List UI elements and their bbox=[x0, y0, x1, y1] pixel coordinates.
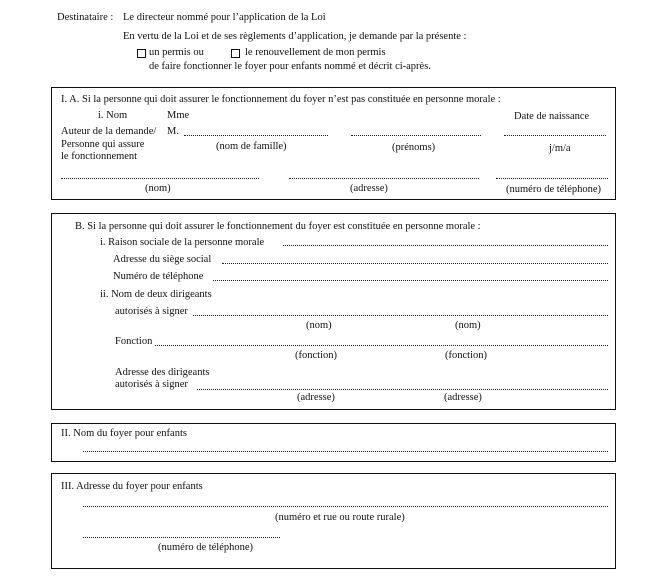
fonction-label: Fonction bbox=[115, 336, 153, 347]
telephone-caption: (numéro de téléphone) bbox=[506, 184, 602, 195]
mme-label: Mme bbox=[167, 110, 190, 121]
section-ii-title: II. Nom du foyer pour enfants bbox=[61, 428, 187, 439]
nom-field[interactable] bbox=[61, 178, 259, 179]
telephone-label: Numéro de téléphone bbox=[113, 271, 204, 282]
destinataire-value: Le directeur nommé pour l’application de la Loi bbox=[123, 12, 326, 23]
jma-caption: j/m/a bbox=[549, 143, 571, 154]
date-naissance-field[interactable] bbox=[504, 135, 606, 136]
section-ia-title: I. A. Si la personne qui doit assurer le fonctionnement du foyer n’est pas constituée en personne morale : bbox=[61, 94, 501, 105]
raison-field[interactable] bbox=[283, 245, 608, 246]
fonction-field[interactable] bbox=[155, 345, 608, 346]
nom-caption: (nom) bbox=[145, 183, 171, 194]
fonction-caption-1: (fonction) bbox=[295, 350, 337, 361]
dirigeant-nom-1: (nom) bbox=[306, 320, 332, 331]
prenoms-field[interactable] bbox=[351, 135, 481, 136]
autorises-label: autorisés à signer bbox=[115, 306, 188, 317]
renouvellement-checkbox[interactable] bbox=[231, 49, 240, 58]
telephone-b-field[interactable] bbox=[213, 280, 608, 281]
m-label: M. bbox=[167, 126, 179, 137]
prenoms-caption: (prénoms) bbox=[392, 142, 436, 153]
header-purpose: de faire fonctionner le foyer pour enfants nommé et décrit ci-après. bbox=[149, 61, 431, 72]
adresse-field[interactable] bbox=[289, 178, 479, 179]
dirigeants-label: ii. Nom de deux dirigeants bbox=[100, 289, 212, 300]
telephone-foyer-field[interactable] bbox=[83, 537, 280, 538]
adresse-caption: (adresse) bbox=[350, 183, 388, 194]
telephone-field[interactable] bbox=[496, 178, 608, 179]
nom-foyer-field[interactable] bbox=[83, 451, 608, 452]
adresse-foyer-field[interactable] bbox=[83, 506, 608, 507]
dirigeants-field[interactable] bbox=[193, 315, 608, 316]
header-intro: En vertu de la Loi et de ses règlements d’application, je demande par la présente : bbox=[123, 31, 467, 42]
section-b-title: B. Si la personne qui doit assurer le fonctionnement du foyer est constituée en personne morale : bbox=[75, 221, 481, 232]
section-iii-title: III. Adresse du foyer pour enfants bbox=[61, 481, 203, 492]
permis-label: un permis ou bbox=[149, 47, 204, 58]
adresse-siege-field[interactable] bbox=[222, 263, 608, 264]
raison-label: i. Raison sociale de la personne morale bbox=[100, 237, 265, 248]
date-naissance-label: Date de naissance bbox=[514, 111, 590, 122]
adresse-caption-1: (adresse) bbox=[297, 392, 335, 403]
telephone-foyer-caption: (numéro de téléphone) bbox=[158, 542, 254, 553]
adresse-caption-2: (adresse) bbox=[444, 392, 482, 403]
nom-famille-caption: (nom de famille) bbox=[216, 141, 287, 152]
adresse-dirigeants-label-1: Adresse des dirigeants bbox=[115, 367, 210, 378]
adresse-dirigeants-field[interactable] bbox=[197, 389, 608, 390]
personne-label-1: Personne qui assure bbox=[61, 139, 145, 150]
adresse-dirigeants-label-2: autorisés à signer bbox=[115, 379, 188, 390]
nom-famille-field[interactable] bbox=[184, 135, 328, 136]
adresse-siege-label: Adresse du siège social bbox=[113, 254, 212, 265]
dirigeant-nom-2: (nom) bbox=[455, 320, 481, 331]
auteur-label: Auteur de la demande/ bbox=[61, 126, 157, 137]
renouvellement-label: le renouvellement de mon permis bbox=[245, 47, 386, 58]
destinataire-label: Destinataire : bbox=[57, 12, 114, 23]
nom-label: i. Nom bbox=[98, 110, 128, 121]
permis-checkbox[interactable] bbox=[137, 49, 146, 58]
rue-caption: (numéro et rue ou route rurale) bbox=[275, 512, 405, 523]
personne-label-2: le fonctionnement bbox=[61, 151, 138, 162]
fonction-caption-2: (fonction) bbox=[445, 350, 487, 361]
